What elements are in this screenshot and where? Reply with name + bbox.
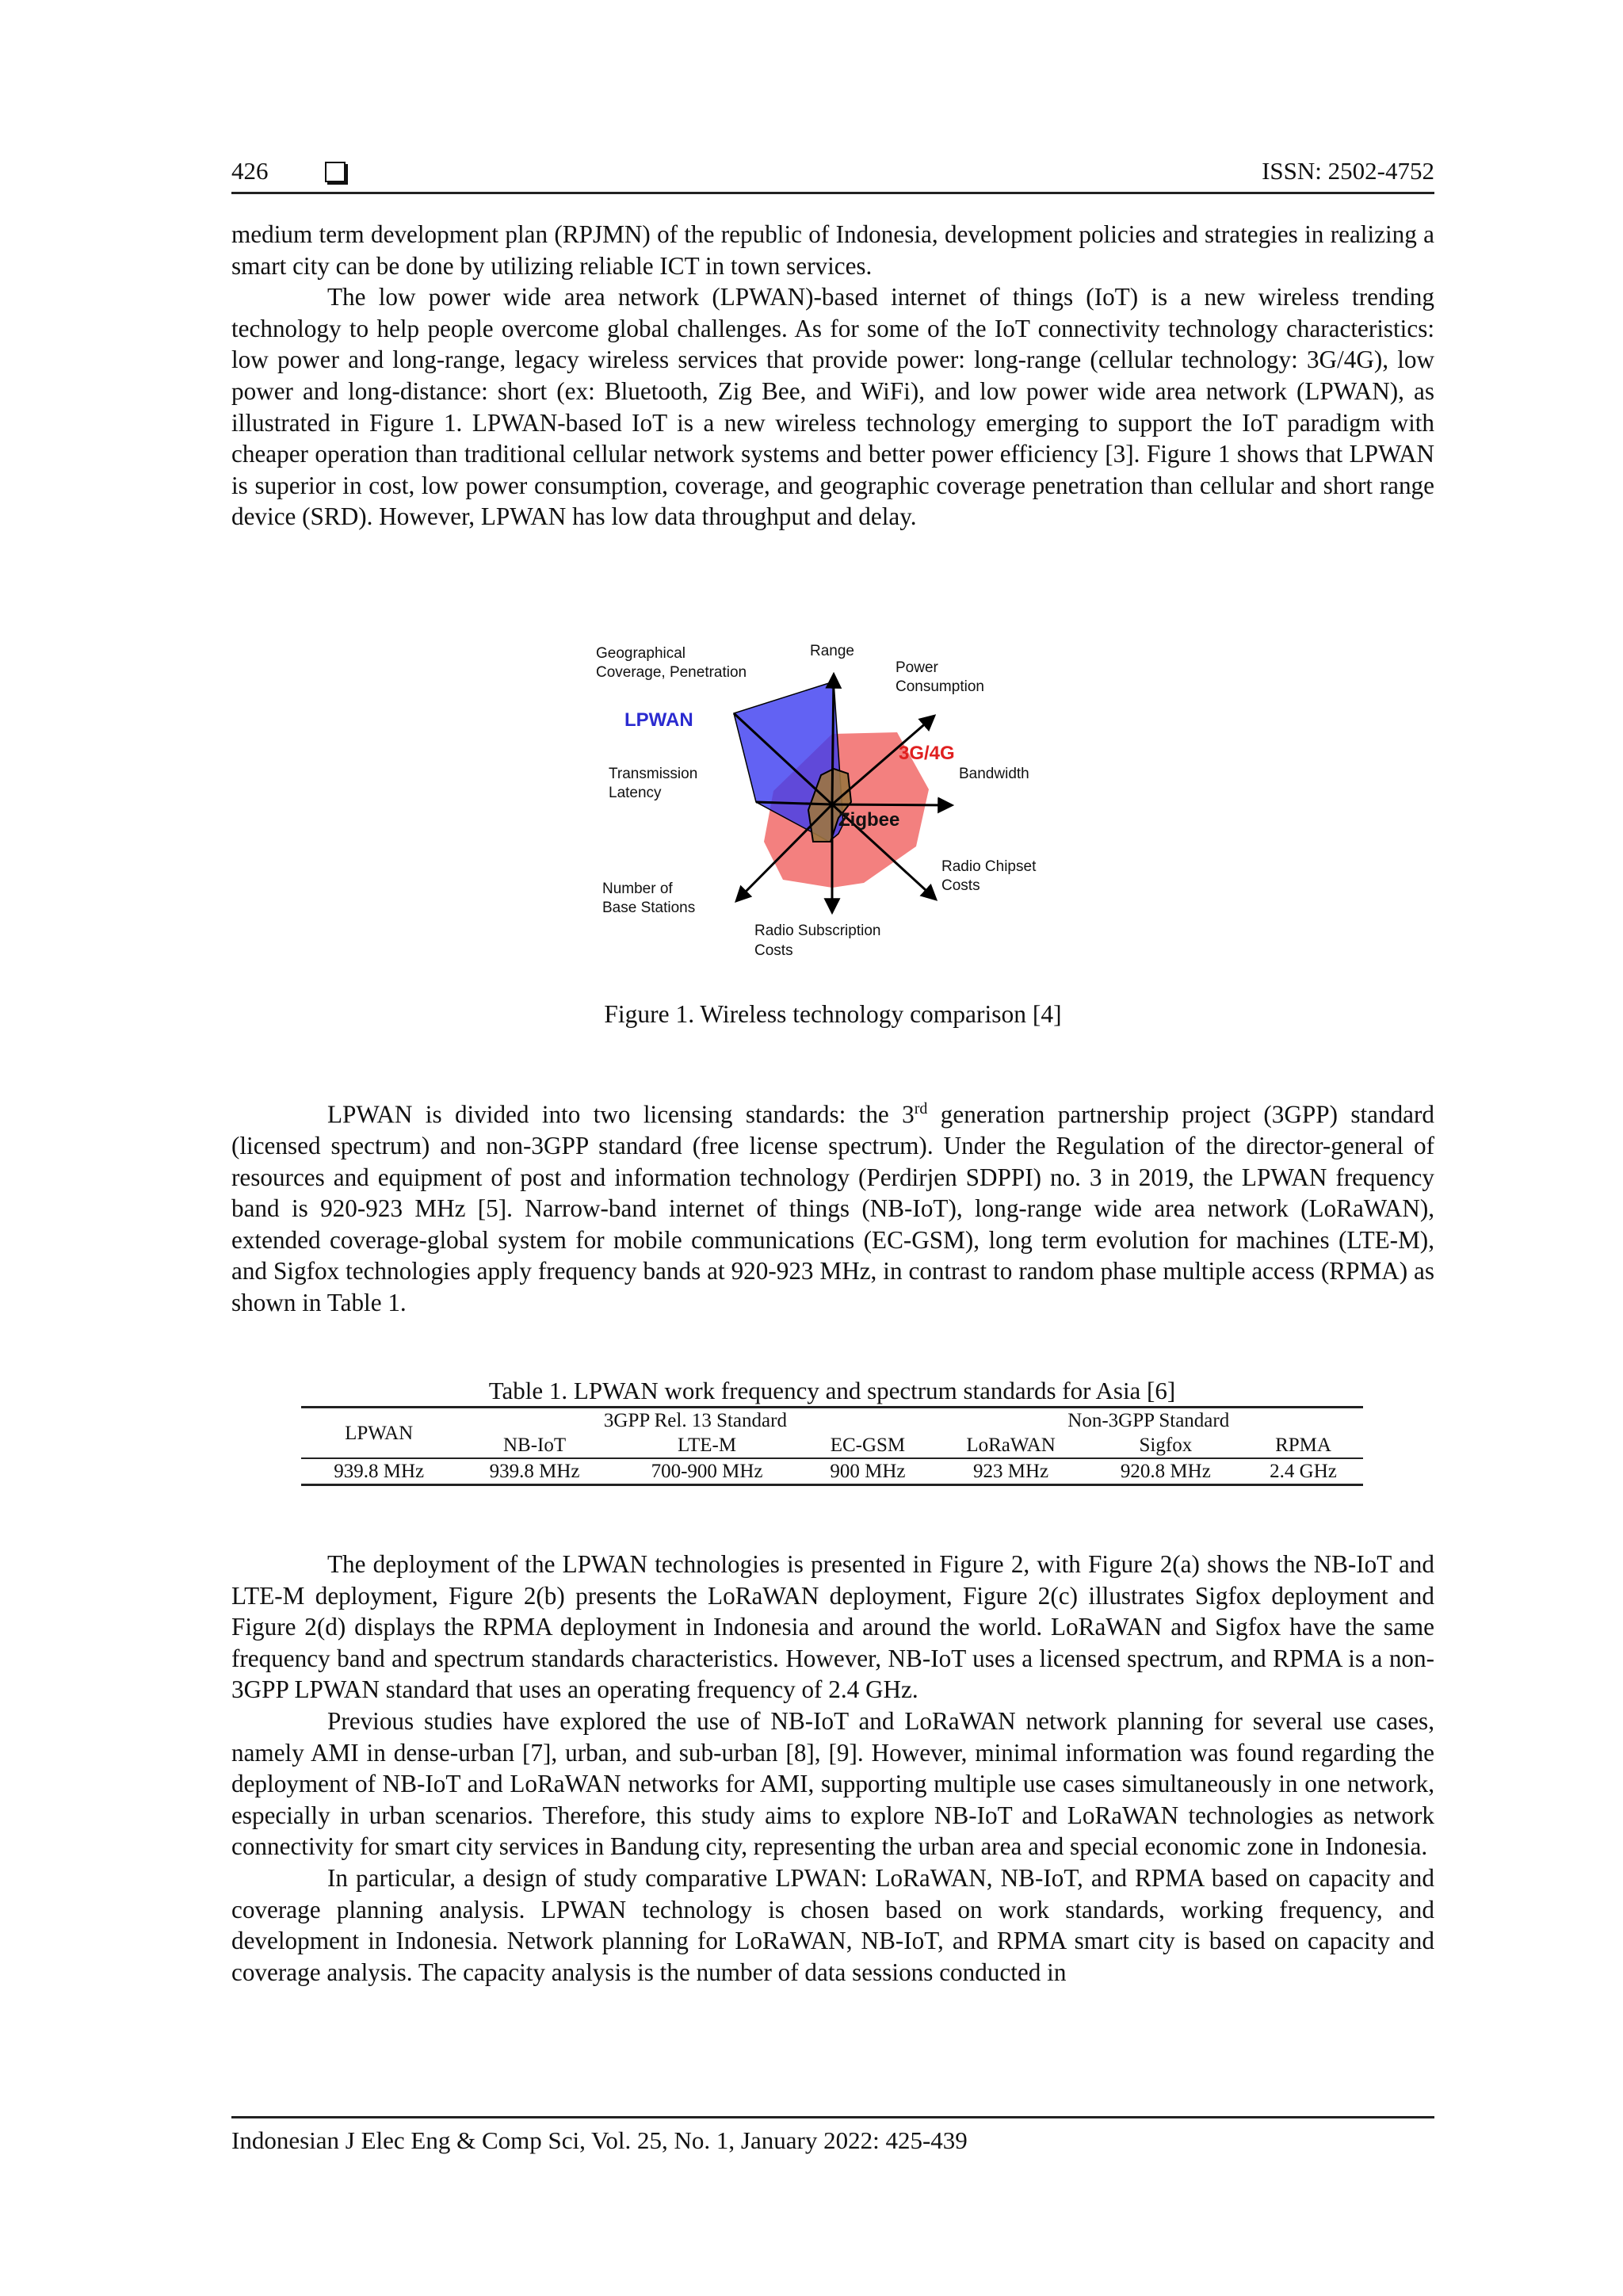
section-2-text — [231, 1094, 1434, 1319]
page-footer — [231, 2116, 1434, 2155]
label-range: Range — [810, 643, 854, 659]
table-group-3gpp: 3GPP Rel. 13 Standard — [603, 1410, 787, 1431]
table-col-header: LTE-M — [678, 1435, 737, 1456]
section-2-text-a: LPWAN is divided into two licensing standards: the 3 — [327, 1100, 915, 1129]
label-base-stations-1: Number of — [602, 881, 673, 897]
axis-bandwidth — [832, 804, 951, 805]
label-latency-1: Transmission — [609, 766, 698, 782]
label-bandwidth: Bandwidth — [959, 766, 1029, 782]
radar-chart — [586, 634, 1078, 975]
table-cell: 939.8 MHz — [456, 1458, 612, 1485]
section-3-paragraph-1: The deployment of the LPWAN technologies is presented in Figure 2, with Figure 2(a) shows the NB-IoT and LTE-M deployment, Figure 2(b) presents the LoRaWAN deployment, Figure 2(c) illustrates Sigfox deployment and Figure 2(d) displays the RPMA deployment in Indonesia and around the world. LoRaWAN and Sigfox have the same frequency band and spectrum standards characteristics. However, NB-IoT uses a licensed spectrum, and RPMA is a non-3GPP LPWAN standard that uses an operating frequency of 2.4 GHz. — [231, 1550, 1434, 1704]
legend-zigbee: Zigbee — [838, 809, 900, 831]
label-geo-1: Geographical — [596, 645, 686, 662]
table-header-row-1 — [301, 1408, 1363, 1434]
table-col-header: RPMA — [1275, 1435, 1331, 1456]
table-cell: 700-900 MHz — [613, 1458, 802, 1485]
table-cell: 2.4 GHz — [1243, 1458, 1363, 1485]
table-cell: 923 MHz — [934, 1458, 1088, 1485]
section-2-paragraph-1 — [231, 1094, 1434, 1319]
axis-range — [832, 675, 834, 804]
table-cell: 920.8 MHz — [1088, 1458, 1243, 1485]
label-radio-sub-2: Costs — [754, 942, 793, 959]
intro-text — [231, 219, 1434, 533]
table-col-header: Sigfox — [1139, 1435, 1193, 1456]
label-latency-2: Latency — [609, 785, 662, 801]
table-col-header: EC-GSM — [830, 1435, 906, 1456]
label-radio-chipset-2: Costs — [941, 877, 980, 894]
label-geo-2: Coverage, Penetration — [596, 664, 747, 681]
legend-lpwan: LPWAN — [624, 709, 693, 731]
journal-citation: Indonesian J Elec Eng & Comp Sci, Vol. 25, No. 1, January 2022: 425-439 — [231, 2126, 968, 2154]
table-row — [301, 1458, 1363, 1485]
label-power-1: Power — [896, 659, 938, 676]
label-radio-sub-1: Radio Subscription — [754, 923, 881, 939]
section-3-paragraph-2: Previous studies have explored the use of NB-IoT and LoRaWAN network planning for several use cases, namely AMI in dense-urban [7], urban, and sub-urban [8], [9]. However, minimal information was found regarding the deployment of NB-IoT and LoRaWAN networks for AMI, supporting multiple use cases simultaneously in one network, especially in urban scenarios. Therefore, this study aims to explore NB-IoT and LoRaWAN technologies as network connectivity for smart city services in Bandung city, representing the urban area and special economic zone in Indonesia. — [231, 1706, 1434, 1861]
section-3-paragraph-3: In particular, a design of study comparative LPWAN: LoRaWAN, NB-IoT, and RPMA based on capacity and coverage planning analysis. LPWAN technology is chosen based on work standards, working frequency, and development in Indonesia. Network planning for LoRaWAN, NB-IoT, and RPMA smart city is based on capacity and coverage analysis. The capacity analysis is the number of data sessions conducted in — [231, 1863, 1434, 1986]
issn-label: ISSN: 2502-4752 — [1262, 157, 1434, 185]
table-col-header: LoRaWAN — [966, 1435, 1056, 1456]
figure-1-caption: Figure 1. Wireless technology comparison [4] — [604, 1000, 1062, 1028]
label-power-2: Consumption — [896, 678, 984, 695]
label-radio-chipset-1: Radio Chipset — [941, 858, 1037, 875]
intro-paragraph-2: The low power wide area network (LPWAN)-based internet of things (IoT) is a new wireless trending technology to help people overcome global challenges. As for some of the IoT connectivity technology characteristics: low power and long-range, legacy wireless services that provide power: long-range (cellular technology: 3G/4G), low power and long-distance: short (ex: Bluetooth, Zig Bee, and WiFi), and low power wide area network (LPWAN), as illustrated in Figure 1. LPWAN-based IoT is a new wireless technology emerging to support the IoT paradigm with cheaper operation than traditional cellular network systems and better power efficiency [3]. Figure 1 shows that LPWAN is superior in cost, low power consumption, coverage, and geographic coverage penetration than cellular and short range device (SRD). However, LPWAN has low data throughput and delay. — [231, 283, 1434, 531]
section-2-text-b: generation partnership project (3GPP) standard (licensed spectrum) and non-3GPP standard (free license spectrum). Under the Regulation of the director-general of resources and equipment of post and information technology (Perdirjen SDPPI) no. 3 in 2019, the LPWAN frequency band is 920-923 MHz [5]. Narrow-band internet of things (NB-IoT), long-range wide area network (LoRaWAN), extended coverage-global system for mobile communications (EC-GSM), long term evolution for machines (LTE-M), and Sigfox technologies apply frequency bands at 920-923 MHz, in contrast to random phase multiple access (RPMA) as shown in Table 1. — [231, 1100, 1434, 1316]
table-group-non3gpp: Non-3GPP Standard — [1067, 1410, 1230, 1431]
superscript-rd: rd — [914, 1100, 928, 1117]
square-box-icon — [325, 162, 346, 182]
table-col-header: NB-IoT — [502, 1435, 567, 1456]
intro-paragraph-1: medium term development plan (RPJMN) of the republic of Indonesia, development policies and strategies in realizing a smart city can be done by utilizing reliable ICT in town services. — [231, 220, 1434, 280]
section-3-text — [231, 1549, 1434, 1988]
table-cell: 939.8 MHz — [301, 1458, 456, 1485]
table-cell: 900 MHz — [801, 1458, 934, 1485]
label-base-stations-2: Base Stations — [602, 900, 696, 916]
legend-cellular: 3G/4G — [899, 743, 955, 764]
page-header — [231, 155, 1434, 194]
figure-1 — [586, 634, 1078, 975]
table-1 — [301, 1406, 1363, 1486]
page-number: 426 — [231, 157, 269, 185]
table-1-caption: Table 1. LPWAN work frequency and spectrum standards for Asia [6] — [488, 1377, 1176, 1404]
table-header-row-2 — [301, 1433, 1363, 1458]
table-row-header: LPWAN — [345, 1422, 414, 1444]
